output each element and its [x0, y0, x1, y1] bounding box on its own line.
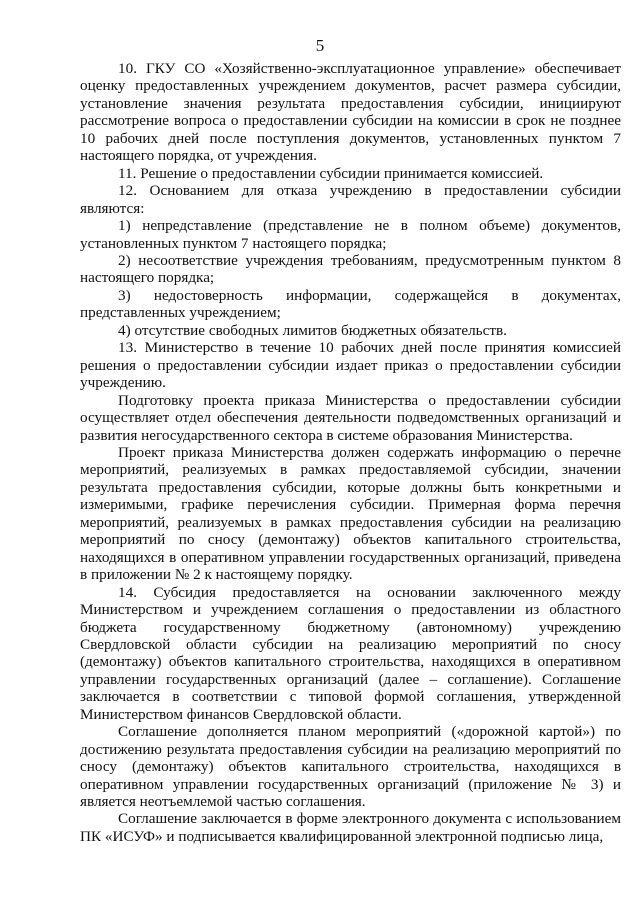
paragraph-item-12: 12. Основанием для отказа учреждению в предоставлении субсидии являются: [80, 182, 621, 217]
paragraph-item-11: 11. Решение о предоставлении субсидии принимается комиссией. [118, 164, 544, 182]
refusal-reason-3: 3) недостоверность информации, содержащейся в документах, представленных учреждением; [80, 286, 621, 322]
page-number: 5 [315, 36, 325, 55]
paragraph-order-preparation: Подготовку проекта приказа Министерства о предоставлении субсидии осуществляет отдел обеспечения деятельности подведомственных организаций и развития негосударственного сектора в системе образования Министерства. [80, 391, 621, 444]
paragraph-item-10: 10. ГКУ СО «Хозяйственно-эксплуатационное управление» обеспечивает оценку предоставленных учреждением документов, расчет размера субсидии, установление значения результата предоставления субсидии, инициируют рассмотрение вопроса о предоставлении субсидии на комиссии в срок не позднее 10 рабочих дней после поступления документов, установленных пунктом 7 настоящего порядка, от учреждения. [80, 60, 621, 165]
refusal-reason-4: 4) отсутствие свободных лимитов бюджетных обязательств. [118, 321, 507, 339]
paragraph-item-14: 14. Субсидия предоставляется на основании заключенного между Министерством и учреждением соглашения о предоставлении из областного бюджета государственному бюджетному (автономному) учреждению Свердловской области субсидии на реализацию мероприятий по сносу (демонтажу) объектов капитального строительства, находящихся в оперативном управлении государственных организаций (далее – соглашение). Соглашение заключается в соответствии с типовой формой соглашения, утвержденной Министерством финансов Свердловской области. [80, 583, 621, 723]
paragraph-roadmap: Соглашение дополняется планом мероприятий («дорожной картой») по достижению результата предоставления субсидии на реализацию мероприятий по сносу (демонтажу) объектов капитального строительства, находящихся в оперативном управлении государственных организаций (приложение № 3) и является неотъемлемой частью соглашения. [80, 723, 621, 811]
paragraph-order-content: Проект приказа Министерства должен содержать информацию о перечне мероприятий, реализуемых в рамках предоставляемой субсидии, значении результата предоставления субсидии, которые должны быть конкретными и измеримыми, графике перечисления субсидии. Примерная форма перечня мероприятий, реализуемых в рамках предоставления субсидии на реализацию мероприятий по сносу (демонтажу) объектов капитального строительства, находящихся в оперативном управлении государственных организаций, приведена в приложении № 2 к настоящему порядку. [80, 443, 621, 584]
refusal-reason-2: 2) несоответствие учреждения требованиям, предусмотренным пунктом 8 настоящего порядка; [80, 251, 621, 287]
refusal-reason-1: 1) непредставление (представление не в полном объеме) документов, установленных пунктом 7 настоящего порядка; [80, 217, 621, 252]
paragraph-item-13: 13. Министерство в течение 10 рабочих дней после принятия комиссией решения о предоставлении субсидии издает приказ о предоставлении субсидии учреждению. [80, 339, 621, 392]
paragraph-electronic-signing: Соглашение заключается в форме электронного документа с использованием ПК «ИСУФ» и подписывается квалифицированной электронной подписью лица, [80, 810, 621, 845]
document-body [80, 60, 621, 845]
